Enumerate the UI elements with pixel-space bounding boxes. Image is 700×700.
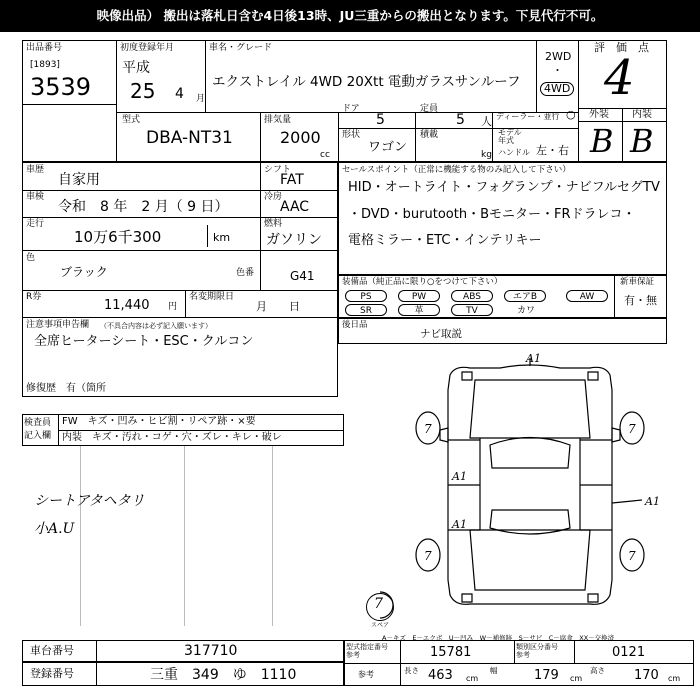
handwritten-note-1: シートアタヘタリ [34, 493, 145, 509]
sales-line-3: 電格ミラー・ETC・インテリキー [348, 233, 542, 248]
dealer-label: ディーラー・並行 [496, 112, 560, 121]
spec-height-unit: cm [668, 674, 681, 683]
drive-dot: ・ [552, 64, 563, 77]
tire-mark-fr: 7 [628, 422, 636, 436]
spec-length-value: 463 [428, 668, 453, 683]
inspection-label: 車検 [26, 192, 45, 202]
spec-class-value: 0121 [612, 645, 646, 660]
usage-label: 車歴 [26, 165, 45, 175]
grade-label: 評 価 点 [594, 41, 649, 54]
spec-width-label: 幅 [490, 666, 498, 675]
color-no-label: 色番 [236, 268, 255, 278]
sales-label: セールスポイント（正常に機能する物のみ記入して下さい） [342, 165, 571, 175]
grade-score: 4 [604, 50, 635, 106]
mileage-label: 走行 [26, 219, 45, 229]
inspector-row-2: 内装 キズ・汚れ・コゲ・穴・ズレ・キレ・破レ [62, 432, 282, 443]
lot-number: 3539 [30, 73, 92, 101]
spec-height-value: 170 [634, 668, 659, 683]
model-label: 型式 [122, 115, 141, 125]
doors-label: ドア [342, 104, 360, 114]
registration-era: 平成 [122, 60, 150, 76]
deadline-unit: 月 日 [256, 300, 300, 313]
chassis-label: 車台番号 [30, 644, 74, 657]
handle-value: 左・右 [536, 144, 569, 157]
spec-length-unit: cm [466, 674, 479, 683]
grade-ext: B [590, 122, 614, 160]
registration-month-unit: 月 [196, 94, 206, 104]
tax-value: 11,440 [104, 298, 150, 313]
inspector-label-2: 記入欄 [24, 431, 52, 441]
color-label: 色 [26, 253, 36, 263]
spare-label: スペア [371, 622, 390, 629]
tire-mark-rr: 7 [628, 549, 636, 563]
equip-sr: SR [345, 304, 387, 316]
spec-length-label: 長さ [404, 666, 419, 675]
capacity-label: 定員 [420, 104, 439, 114]
registration-month: 4 [175, 86, 184, 102]
equip-leather: 革 [398, 304, 440, 316]
equip-pw: PW [398, 290, 440, 302]
equipment-label: 装備品（純正品に限り○をつけて下さい） [342, 277, 503, 287]
inspector-row-1: FW キズ・凹み・ヒビ割・リペア跡・×要 [62, 416, 256, 427]
equip-tv: TV [451, 304, 493, 316]
drive-4wd: 4WD [540, 82, 574, 96]
grade-int-label: 内装 [632, 109, 652, 120]
shift-label: シフト [264, 165, 292, 175]
tax-unit: 円 [168, 302, 178, 312]
capacity-value: 5 [456, 112, 465, 128]
tax-label: R券 [26, 292, 42, 302]
lot-sub: [1893] [30, 60, 60, 70]
aftermarket-value: ナビ取説 [420, 328, 462, 340]
body-label: 形状 [342, 130, 361, 140]
diagram-mark-a1-front: A1 [526, 352, 541, 365]
equip-abs: ABS [451, 290, 493, 302]
top-banner: 映像出品） 搬出は落札日含む4日後13時、JU三重からの搬出となります。下見代行不可。 [0, 0, 700, 32]
tire-mark-rl: 7 [424, 549, 432, 563]
displacement-label: 排気量 [264, 115, 292, 125]
notes-value: 全席ヒーターシート・ESC・クルコン [34, 334, 254, 349]
displacement-unit: cc [320, 150, 330, 160]
car-condition-diagram [380, 350, 680, 630]
aftermarket-frame [338, 318, 667, 344]
ac-label: 冷房 [264, 192, 283, 202]
tire-mark-fl: 7 [424, 422, 432, 436]
plate-value: 三重 349 ゆ 1110 [150, 667, 297, 683]
spec-type-label: 型式指定番号 参考 [346, 643, 388, 659]
dealer-mark: ○ [566, 108, 576, 121]
damage-legend: A－キズ E－エクボ U－凹み W－補修跡 S－サビ C－腐食 XX－交換済 [382, 634, 615, 642]
displacement-value: 2000 [280, 128, 321, 147]
diagram-mark-a1-right: A1 [645, 495, 660, 508]
aftermarket-label: 後日品 [342, 320, 368, 330]
inspector-label-1: 検査員 [24, 418, 52, 428]
fuel-label: 燃料 [264, 219, 283, 229]
deadline-label: 名変期限日 [189, 292, 235, 302]
model-value: DBA-NT31 [146, 128, 233, 148]
name-label: 車名・グレード [209, 43, 273, 53]
grade-ext-label: 外装 [589, 109, 609, 120]
inspection-value: 令和 8 年 2 月（ 9 日） [58, 199, 229, 215]
spec-ref-label: 参考 [358, 670, 374, 679]
mileage-value: 10万6千300 [74, 228, 162, 246]
grade-int: B [630, 122, 654, 160]
notes-sub: （不具合内容は必ず記入願います） [100, 322, 212, 330]
load-label: 積載 [420, 130, 439, 140]
load-unit: kg [481, 150, 492, 160]
new-warranty-value: 有・無 [624, 294, 657, 307]
spec-width-unit: cm [570, 674, 583, 683]
color-no: G41 [290, 269, 315, 283]
spec-height-label: 高さ [590, 666, 605, 675]
lot-label: 出品番号 [26, 43, 63, 53]
vehicle-name: エクストレイル 4WD 20Xtt 電動ガラスサンルーフ [212, 74, 521, 90]
model-year-label: モデル 年式 [498, 128, 522, 145]
diagram-mark-a1-left-front: A1 [452, 470, 467, 483]
drive-2wd: 2WD [545, 50, 572, 63]
plate-label: 登録番号 [30, 667, 74, 680]
handwritten-note-2: 小A.U [34, 521, 75, 537]
mileage-unit: km [213, 231, 231, 244]
capacity-unit: 人 [481, 115, 492, 128]
notes-label: 注意事項申告欄 [26, 320, 90, 330]
repair-history: 修復歴 有（箇所 [26, 383, 106, 394]
equip-airbag: エアB [504, 290, 546, 302]
registration-label: 初度登録年月 [120, 43, 175, 53]
new-warranty-label: 新車保証 [620, 277, 655, 287]
sales-line-2: ・DVD・burutooth・Bモニター・FRドラレコ・ [348, 207, 636, 222]
spare-tire-mark: 7 [374, 596, 383, 612]
color-value: ブラック [60, 265, 108, 279]
fuel-value: ガソリン [266, 232, 322, 248]
sales-line-1: HID・オートライト・フォグランプ・ナビフルセグTV [348, 180, 660, 195]
ac-value: AAC [280, 199, 310, 215]
registration-year: 25 [130, 79, 156, 103]
handle-label: ハンドル [498, 148, 530, 157]
spec-width-value: 179 [534, 668, 559, 683]
equip-ps: PS [345, 290, 387, 302]
diagram-mark-a1-left-rear: A1 [452, 518, 467, 531]
equip-kawa: カワ [517, 306, 536, 316]
usage-value: 自家用 [58, 172, 100, 188]
spec-type-value: 15781 [430, 645, 472, 660]
shift-value: FAT [280, 172, 304, 188]
equip-aw: AW [566, 290, 608, 302]
spec-class-label: 類別区分番号 参考 [516, 643, 558, 659]
chassis-value: 317710 [184, 643, 238, 659]
doors-value: 5 [376, 112, 385, 128]
body-value: ワゴン [368, 140, 408, 155]
